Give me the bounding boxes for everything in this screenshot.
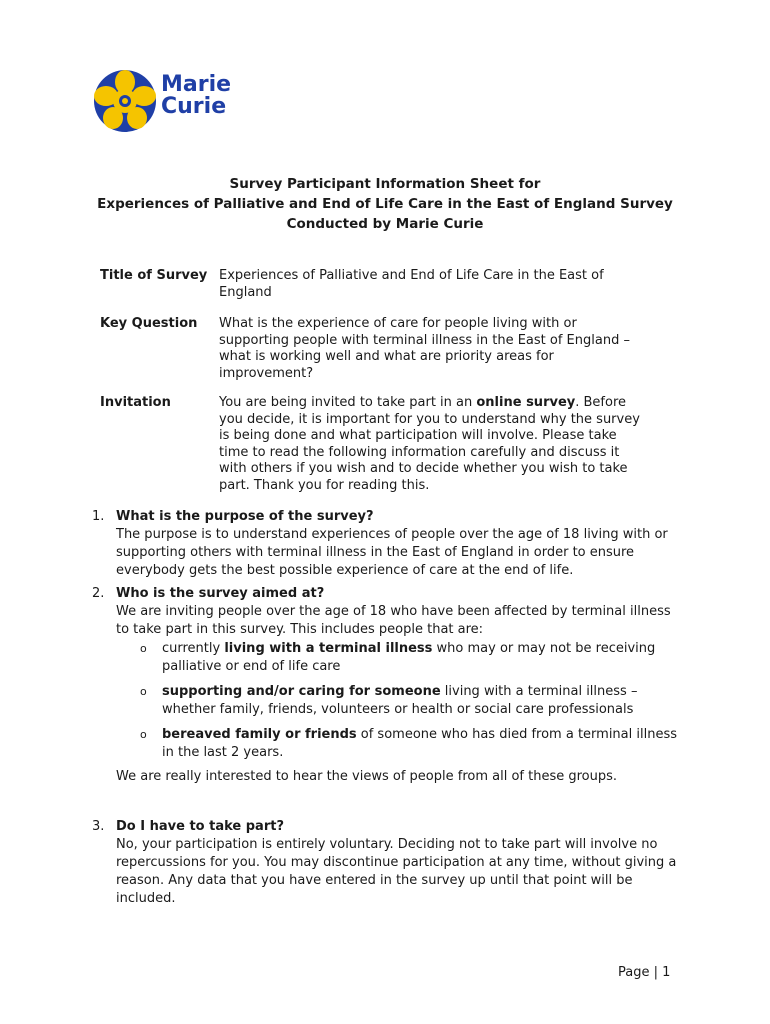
bullet-bold: bereaved family or friends	[162, 727, 357, 742]
daffodil-logo-icon	[92, 68, 158, 134]
info-value	[219, 395, 649, 494]
logo-line-2: Curie	[161, 94, 227, 119]
section-heading: What is the purpose of the survey?	[116, 509, 374, 524]
list-item	[116, 726, 686, 762]
section-closing-text: We are really interested to hear the views of people from all of these groups.	[116, 769, 618, 784]
info-label: Title of Survey	[100, 268, 208, 283]
info-value: What is the experience of care for people living with or supporting people with terminal illness in the East of England – what is working well and what are priority areas for improvement?	[219, 316, 630, 381]
section-text: No, your participation is entirely voluntary. Deciding not to take part will involve no repercussions for you. You may discontinue participation at any time, without giving a reason. Any data that you have entered in the survey up until that point will be included.	[116, 837, 677, 906]
bullet-bold: supporting and/or caring for someone	[162, 684, 441, 699]
invitation-text-bold: online survey	[476, 395, 576, 410]
bullet-text: currently	[162, 641, 225, 656]
title-line-3: Conducted by Marie Curie	[286, 216, 484, 232]
bullet-text: living with a terminal illness – whether family, friends, volunteers or health or social care professionals	[162, 684, 638, 717]
section-heading: Who is the survey aimed at?	[116, 586, 325, 601]
logo-wordmark	[161, 74, 231, 118]
info-value: Experiences of Palliative and End of Life Care in the East of England	[219, 268, 604, 300]
document-title	[60, 174, 710, 234]
section-number: 2.	[92, 586, 105, 601]
section-number: 3.	[92, 819, 105, 834]
section-text: The purpose is to understand experiences of people over the age of 18 living with or supporting others with terminal illness in the East of England in order to ensure everybody gets the best possible experience of care at the end of life.	[116, 527, 668, 578]
list-item	[116, 640, 686, 676]
section-text: We are inviting people over the age of 18 who have been affected by terminal illness to take part in this survey. This includes people that are:	[116, 604, 671, 637]
bullet-text: of someone who has died from a terminal illness in the last 2 years.	[162, 727, 678, 760]
bullet-text: who may or may not be receiving palliative or end of life care	[162, 641, 656, 674]
page-number: Page | 1	[618, 965, 671, 980]
marie-curie-logo	[92, 68, 252, 134]
title-line-2: Experiences of Palliative and End of Life Care in the East of England Survey	[97, 196, 673, 212]
title-line-1: Survey Participant Information Sheet for	[229, 176, 541, 192]
info-label: Invitation	[100, 395, 171, 410]
section-number: 1.	[92, 509, 105, 524]
logo-line-1: Marie	[161, 72, 232, 97]
bullet-mark: o	[140, 728, 147, 741]
info-label: Key Question	[100, 316, 198, 331]
invitation-text-end: . Before you decide, it is important for you to understand why the survey is being done and what participation will involve. Please take time to read the following information carefully and discuss it with others if you wish and to decide whether you wish to take part. Thank you for reading this.	[219, 395, 640, 493]
bullet-mark: o	[140, 685, 147, 698]
bullet-bold: living with a terminal illness	[224, 641, 433, 656]
list-item	[116, 683, 686, 719]
section-heading: Do I have to take part?	[116, 819, 284, 834]
invitation-text-start: You are being invited to take part in an	[219, 395, 477, 410]
bullet-mark: o	[140, 642, 147, 655]
